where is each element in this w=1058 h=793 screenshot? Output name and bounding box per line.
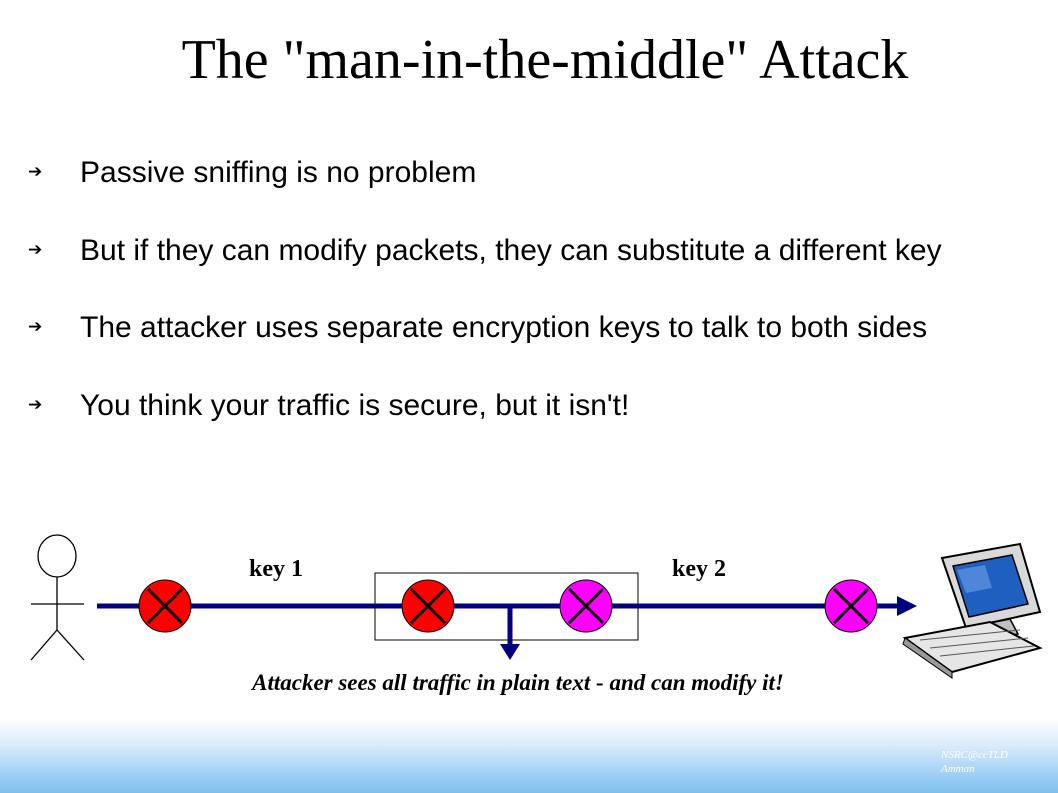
key1-label: key 1 (249, 556, 303, 582)
bullet-item (28, 311, 927, 345)
footer-line-location: Amman (941, 763, 975, 775)
encryption-node-key2-right (825, 580, 877, 632)
bullet-text: Passive sniffing is no problem (80, 156, 477, 189)
encryption-node-key1-left (139, 580, 191, 632)
footer-line-organization: NSRC@ccTLD (941, 749, 1008, 761)
bullet-text: But if they can modify packets, they can substitute a different key (80, 234, 942, 267)
arrow-right-icon: ➔ (28, 317, 43, 337)
encryption-node-key1-right (402, 580, 454, 632)
diagram-caption: Attacker sees all traffic in plain text - and can modify it! (252, 670, 784, 695)
encryption-node-key2-left (560, 580, 612, 632)
bullet-item (28, 234, 942, 268)
bullet-text: The attacker uses separate encryption keys to talk to both sides (80, 311, 928, 344)
bullet-item (28, 156, 476, 190)
key2-label: key 2 (672, 556, 726, 582)
arrow-right-icon: ➔ (28, 240, 43, 260)
bullet-text: You think your traffic is secure, but it isn't! (80, 389, 630, 422)
user-icon (31, 535, 84, 660)
computer-icon (903, 544, 1040, 678)
slide-title: The "man-in-the-middle" Attack (181, 29, 909, 91)
arrow-right-icon: ➔ (28, 162, 43, 182)
arrow-right-icon: ➔ (28, 395, 43, 415)
footer-credit (941, 748, 1008, 776)
bullet-item (28, 389, 629, 423)
arrowhead-right (897, 596, 917, 616)
footer-band (0, 718, 1058, 793)
mitm-diagram (0, 520, 1058, 720)
arrowhead-down (500, 644, 520, 660)
